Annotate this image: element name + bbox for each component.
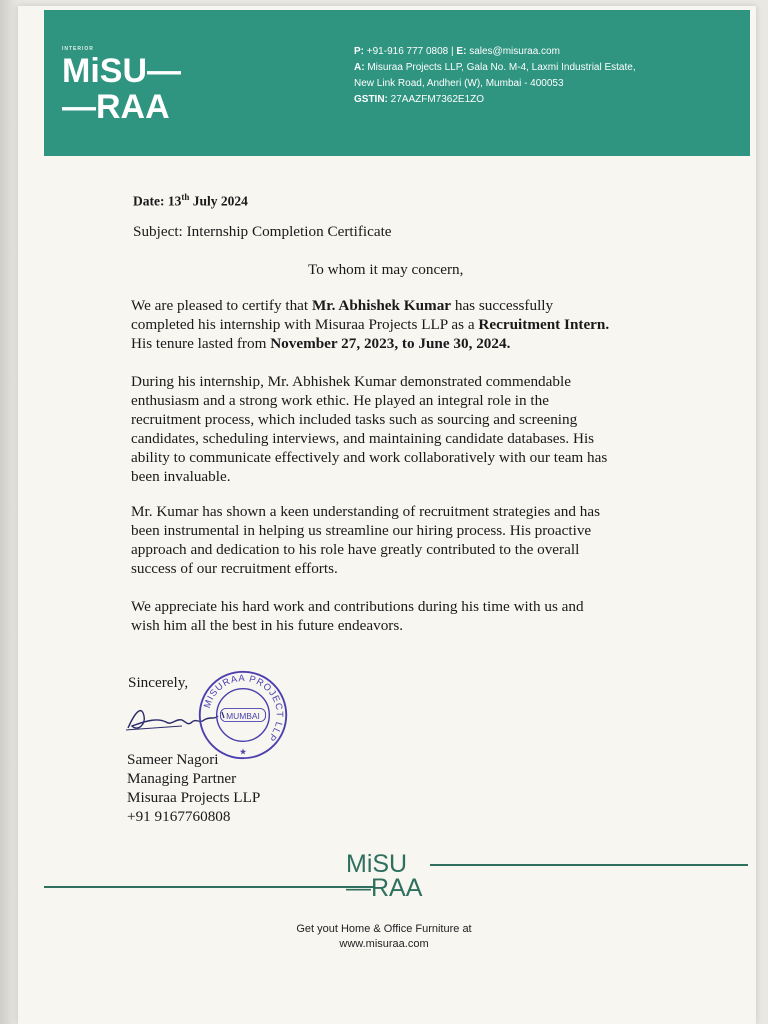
letterhead-contact (354, 44, 704, 108)
address-line-2: New Link Road, Andheri (W), Mumbai - 400053 (354, 78, 564, 89)
signer-title: Managing Partner (127, 770, 237, 787)
paragraph-line: been invaluable. (131, 468, 231, 485)
footer-rule-right (430, 864, 748, 866)
logo-tagline: INTERIOR (62, 46, 94, 52)
intern-name: Mr. Abhishek Kumar (311, 297, 452, 314)
paragraph-line: recruitment process, which included tasks such as sourcing and screening (131, 411, 578, 428)
letter-closing: Sincerely, (128, 674, 189, 691)
logo-line-1: MiSU— (62, 52, 181, 90)
contact-phone-email-row (354, 44, 704, 60)
paragraph-line: been instrumental in helping us streamline our hiring process. His proactive (131, 522, 592, 539)
footer-tagline (0, 922, 768, 952)
separator: | (451, 46, 454, 57)
phone-number: +91-916 777 0808 (366, 46, 449, 57)
signer-name: Sameer Nagori (127, 751, 219, 768)
gstin-number: 27AAZFM7362E1ZO (390, 94, 485, 105)
intern-role: Recruitment Intern. (478, 316, 610, 333)
paragraph-line: wish him all the best in his future endeavors. (131, 617, 404, 634)
letter-salutation: To whom it may concern, (308, 261, 464, 278)
contact-address-row (354, 60, 704, 76)
tenure-dates: November 27, 2023, to June 30, 2024. (270, 335, 511, 352)
footer-logo-line-2: —RAA (346, 874, 423, 902)
paragraph-line: During his internship, Mr. Abhishek Kumar demonstrated commendable (131, 373, 571, 390)
contact-gstin-row (354, 92, 704, 108)
paragraph-line: We appreciate his hard work and contributions during his time with us and (131, 598, 584, 615)
address-label: A: (354, 62, 365, 73)
paragraph-line: candidates, scheduling interviews, and maintaining candidate databases. His (131, 430, 595, 447)
paragraph-2 (131, 372, 607, 486)
stamp-ring-text: MISURAA PROJECT LLP (200, 672, 286, 745)
signer-phone: +91 9167760808 (127, 808, 231, 825)
paragraph-line: enthusiasm and a strong work ethic. He played an integral role in the (131, 392, 549, 409)
company-seal-stamp (196, 668, 290, 762)
letter-date: Date: 13th July 2024 (133, 192, 248, 209)
footer-rule-left (44, 886, 374, 888)
footer-tagline-line-1: Get yout Home & Office Furniture at (296, 923, 472, 935)
paragraph-line: success of our recruitment efforts. (131, 560, 338, 577)
letter-subject: Subject: Internship Completion Certificate (133, 223, 392, 240)
paragraph-line: ability to communicate effectively and work collaboratively with our team has (131, 449, 608, 466)
signer-company: Misuraa Projects LLP (127, 789, 261, 806)
footer-website: www.misuraa.com (339, 938, 429, 950)
contact-address-row-2 (354, 76, 704, 92)
paragraph-line: approach and dedication to his role have greatly contributed to the overall (131, 541, 580, 558)
date-ordinal: th (181, 192, 190, 202)
paragraph-3 (131, 502, 600, 578)
phone-label: P: (354, 46, 364, 57)
signer-details (127, 750, 260, 826)
gstin-label: GSTIN: (354, 94, 388, 105)
address-line-1: Misuraa Projects LLP, Gala No. M-4, Laxmi Industrial Estate, (367, 62, 636, 73)
email-label: E: (456, 46, 467, 57)
paragraph-4 (131, 597, 584, 635)
footer-logo-line-1: MiSU (346, 850, 408, 878)
stamp-center-text: MUMBAI (226, 710, 260, 721)
svg-text:★: ★ (239, 746, 247, 757)
paragraph-line: Mr. Kumar has shown a keen understanding of recruitment strategies and has (131, 503, 600, 520)
email-address: sales@misuraa.com (469, 46, 560, 57)
logo-line-2: —RAA (62, 88, 170, 126)
page-edge-shadow (0, 0, 18, 1024)
paragraph-1: We are pleased to certify that Mr. Abhishek Kumar has successfully completed his internship with Misuraa Projects LLP as a Recruitment Intern. His tenure lasted from November 27, 2023, to June 30, 2024. (131, 297, 610, 352)
